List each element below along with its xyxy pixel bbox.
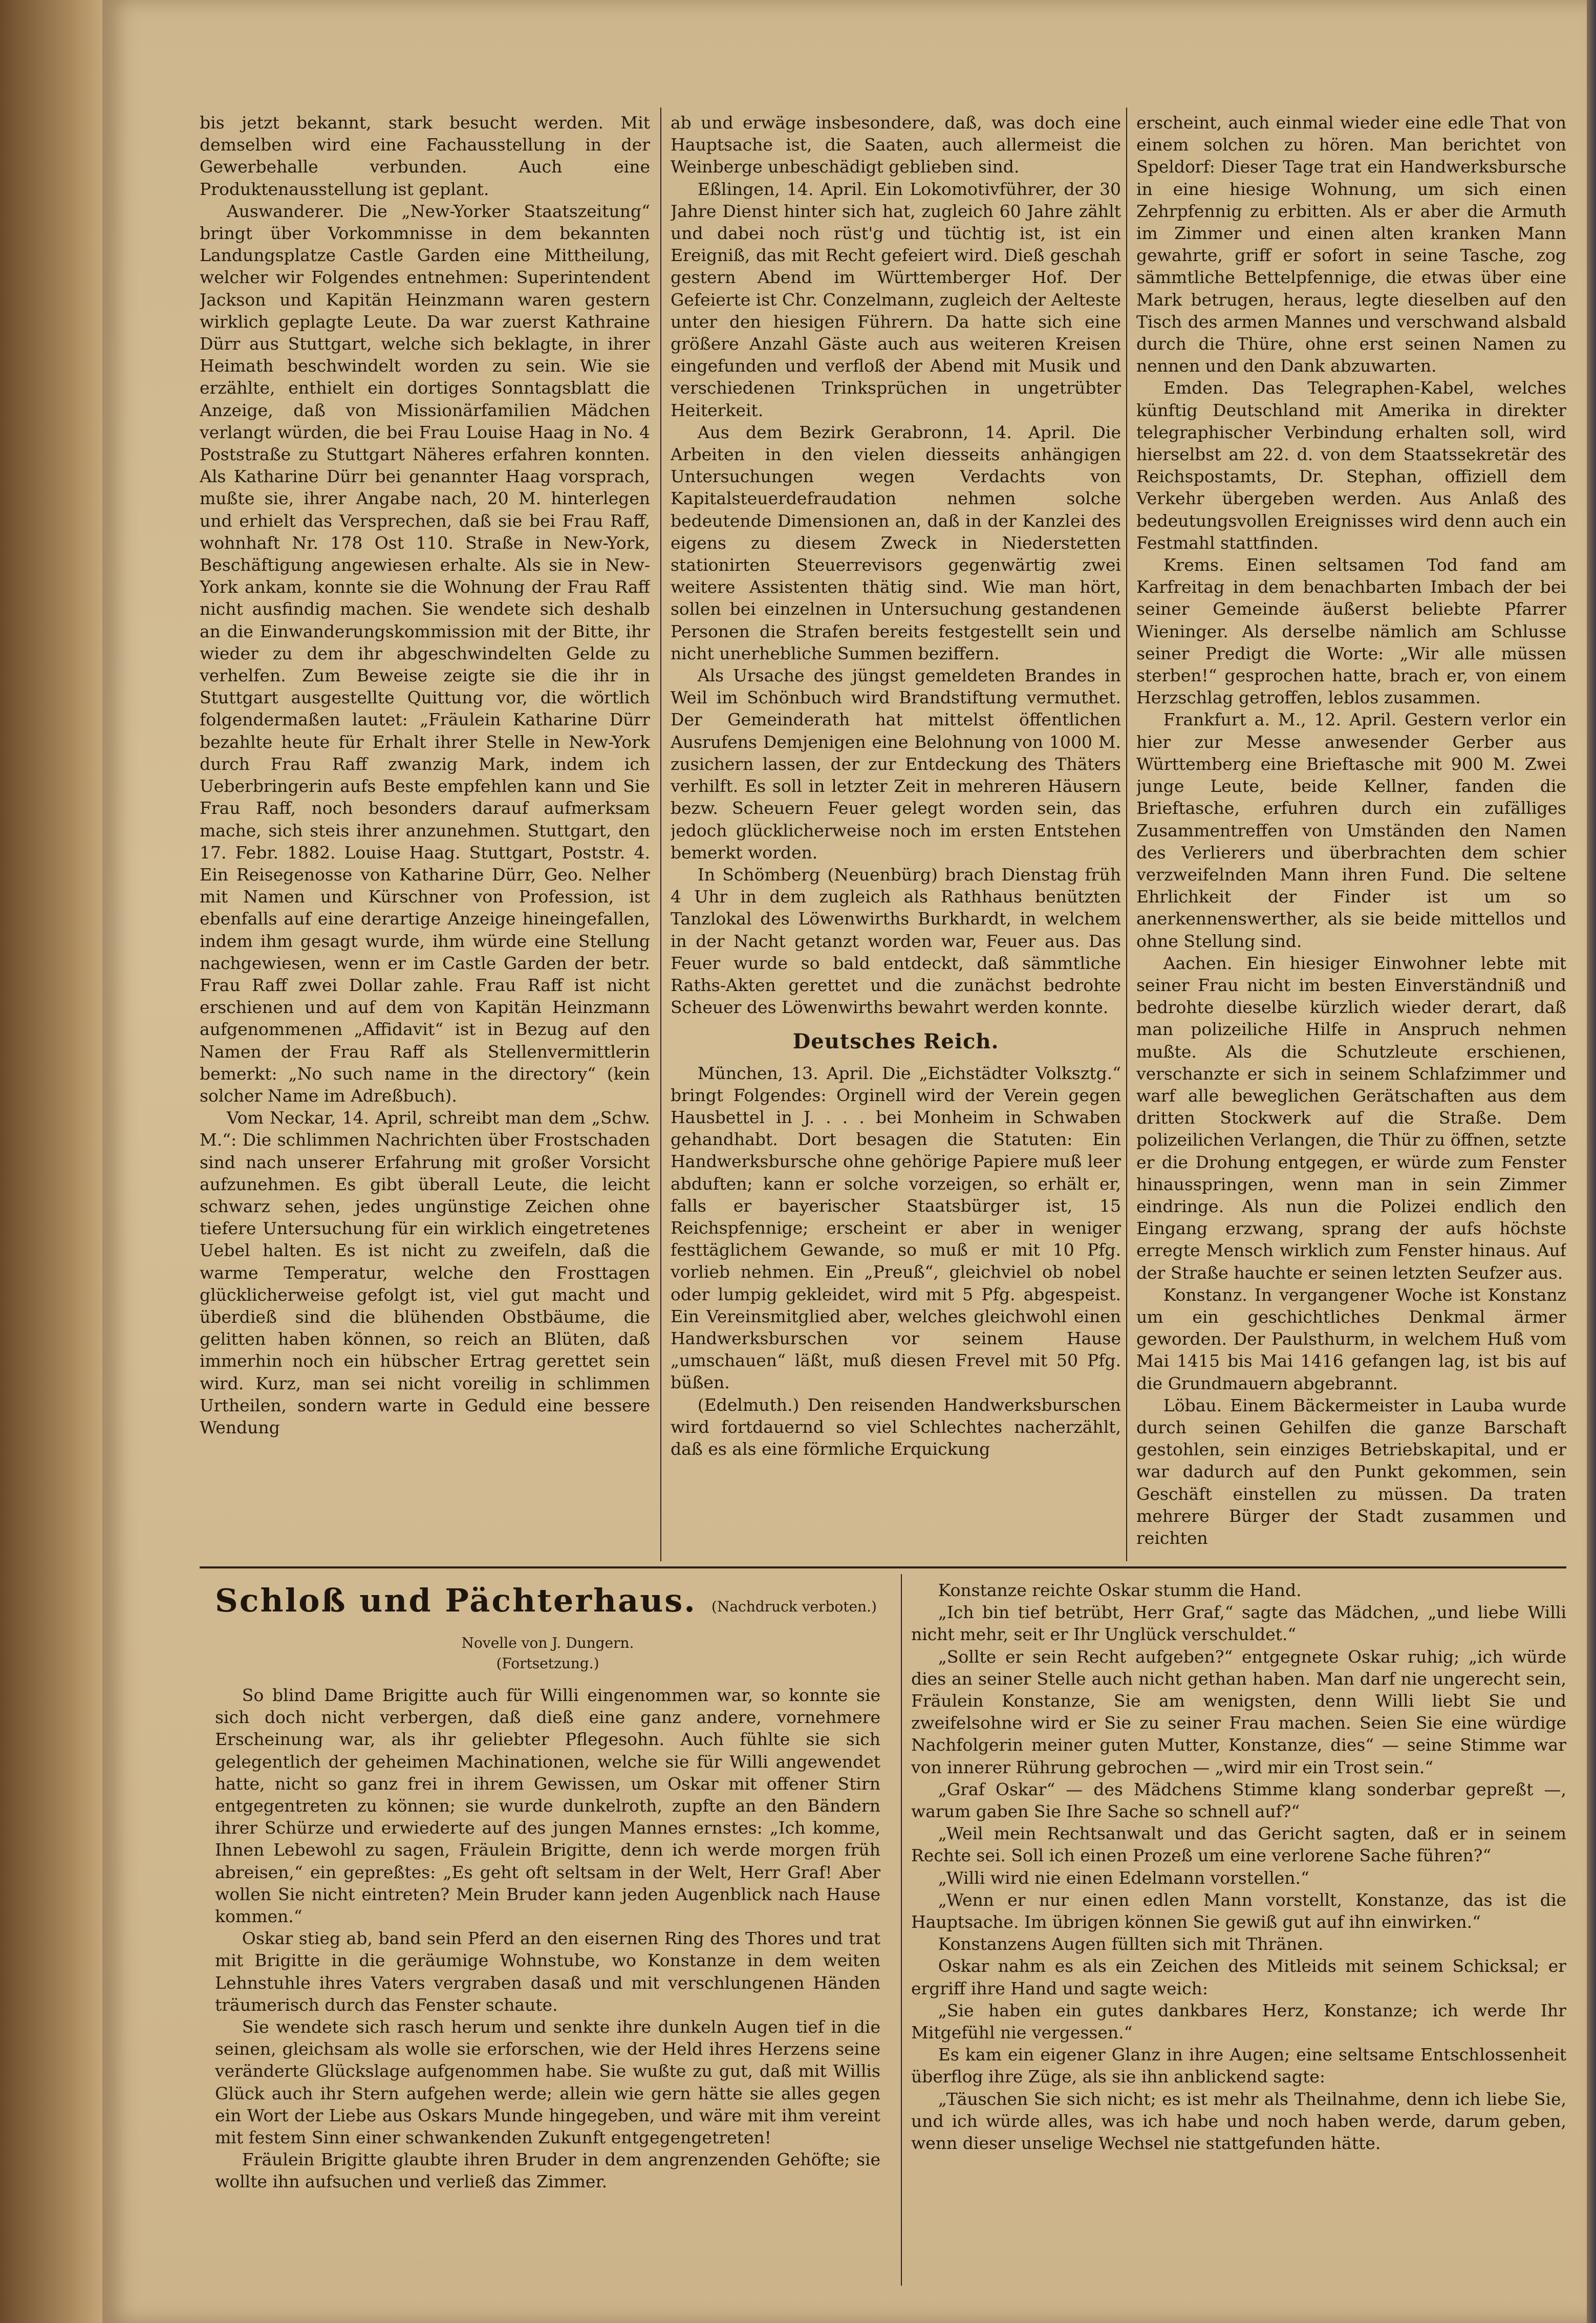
novel-byline — [215, 1633, 880, 1674]
book-binding — [0, 0, 102, 2323]
paragraph: „Sollte er sein Recht aufgeben?“ entgegnete Oskar ruhig; „ich würde dies an seiner Stelle auch nicht gethan haben. Man darf nie ungerecht sein, Fräulein Konstanze, Sie am wenigsten, denn Willi liebt Sie und zweifelsohne wird er Sie zu seiner Frau machen. Seien Sie eine würdige Nachfolgerin meiner guten Mutter, Konstanze, dies“ — seine Stimme war von innerer Rührung gebrochen — „wird mir ein Trost sein.“ — [911, 1646, 1566, 1777]
paragraph: Aus dem Bezirk Gerabronn, 14. April. Die Arbeiten in den vielen diesseits anhängigen Untersuchungen wegen Verdachts von Kapitalsteuerdefraudation nehmen solche bedeutende Dimensionen an, daß in der Kanzlei des eigens zu diesem Zweck in Niederstetten stationirten Steuerrevisors gegenwärtig zwei weitere Assistenten thätig sind. Wie man hört, sollen bei einzelnen in Untersuchung gestandenen Personen die Strafen bereits festgestellt sein und nicht unerhebliche Summen beziffern. — [671, 422, 1121, 663]
paragraph: Eßlingen, 14. April. Ein Lokomotivführer, der 30 Jahre Dienst hinter sich hat, zugleich 60 Jahre zählt und dabei noch rüst'g und tüchtig ist, ist ein Ereigniß, das mit Recht gefeiert wird. Dieß geschah gestern Abend im Württemberger Hof. Der Gefeierte ist Chr. Conzelmann, zugleich der Aelteste unter den hiesigen Führern. Da hatte sich eine größere Anzahl Gäste auch aus weiteren Kreisen eingefunden und verfloß der Abend mit Musik und verschiedenen Trinksprüchen in ungetrübter Heiterkeit. — [671, 179, 1121, 420]
paragraph: bis jetzt bekannt, stark besucht werden. Mit demselben wird eine Fachausstellung in der Gewerbehalle verbunden. Auch eine Produktenausstellung ist geplant. — [200, 113, 650, 199]
feuilleton-rule — [200, 1566, 1566, 1568]
paragraph: ab und erwäge insbesondere, daß, was doch eine Hauptsache ist, die Saaten, auch allermeist die Weinberge unbeschädigt geblieben sind. — [671, 113, 1121, 177]
paragraph: Löbau. Einem Bäckermeister in Lauba wurde durch seinen Gehilfen die ganze Barschaft gestohlen, sein einziges Betriebskapital, und er war dadurch auf den Punkt gekommen, sein Geschäft einstellen zu müssen. Da traten mehrere Bürger der Stadt zusammen und reichten — [1136, 1395, 1566, 1548]
paragraph: Emden. Das Telegraphen-Kabel, welches künftig Deutschland mit Amerika in direkter telegraphischer Verbindung erhalten soll, wird hierselbst am 22. d. von dem Staatssekretär des Reichspostamts, Dr. Stephan, offiziell dem Verkehr übergeben werden. Aus Anlaß des bedeutungsvollen Ereignisses wird denn auch ein Festmahl stattfinden. — [1136, 378, 1566, 553]
column-1 — [200, 112, 650, 1565]
paragraph: So blind Dame Brigitte auch für Willi eingenommen war, so konnte sie sich doch nicht verbergen, daß dieß eine ganz andere, vornehmere Erscheinung war, als ihr geliebter Pflegesohn. Auch fühlte sie sich gelegentlich der geheimen Machinationen, welche sie für Willi angewendet hatte, nicht so ganz frei in ihrem Gewissen, um Oskar mit offener Stirn entgegentreten zu können; sie wurde dunkelroth, zupfte an den Bändern ihrer Schürze und erwiederte auf des jungen Mannes ernstes: „Ich komme, Ihnen Lebewohl zu sagen, Fräulein Brigitte, denn ich werde morgen früh abreisen,“ ein gepreßtes: „Es geht oft seltsam in der Welt, Herr Graf! Aber wollen Sie nicht eintreten? Mein Bruder kann jeden Augenblick nach Hause kommen.“ — [215, 1685, 880, 1927]
paragraph: Konstanzens Augen füllten sich mit Thränen. — [938, 1934, 1324, 1954]
paragraph: Fräulein Brigitte glaubte ihren Bruder in dem angrenzenden Gehöfte; sie wollte ihn aufsuchen und verließ das Zimmer. — [215, 2149, 880, 2192]
column-3 — [1136, 112, 1566, 1565]
novel-continuation: (Fortsetzung.) — [496, 1655, 599, 1672]
novel-column-right — [911, 1579, 1566, 2288]
paragraph: Frankfurt a. M., 12. April. Gestern verlor ein hier zur Messe anwesender Gerber aus Württemberg eine Brieftasche mit 900 M. Zwei junge Leute, beide Kellner, fanden die Brieftasche, erfuhren durch ein zufälliges Zusammentreffen von Umständen den Namen des Verlierers und überbrachten dem schier verzweifelnden Mann ihren Fund. Die seltene Ehrlichkeit der Finder ist um so anerkennenswerther, als sie beide mittellos und ohne Stellung sind. — [1136, 709, 1566, 951]
column-rule — [1126, 107, 1127, 1561]
novel-header — [215, 1582, 880, 1619]
paragraph: In Schömberg (Neuenbürg) brach Dienstag früh 4 Uhr in dem zugleich als Rathhaus benützten Tanzlokal des Löwenwirths Burkhardt, in welchem in der Nacht getanzt worden war, Feuer aus. Das Feuer wurde so bald entdeckt, daß sämmtliche Raths-Akten gerettet und die zunächst bedrohte Scheuer des Löwenwirths bewahrt werden konnte. — [671, 864, 1121, 1018]
paragraph: Oskar stieg ab, band sein Pferd an den eisernen Ring des Thores und trat mit Brigitte in die geräumige Wohnstube, wo Konstanze in dem weiten Lehnstuhle ihres Vaters vergraben dasaß und mit verschlungenen Händen träumerisch durch das Fenster schaute. — [215, 1928, 880, 2015]
section-heading: Deutsches Reich. — [792, 1029, 999, 1054]
column-rule — [660, 107, 661, 1561]
paragraph: „Täuschen Sie sich nicht; es ist mehr als Theilnahme, denn ich liebe Sie, und ich würde alles, was ich habe und noch haben werde, darum geben, wenn dieser unselige Wechsel nie stattgefunden hätte. — [911, 2089, 1566, 2154]
paragraph: „Willi wird nie einen Edelmann vorstellen.“ — [938, 1867, 1309, 1888]
paragraph: „Sie haben ein gutes dankbares Herz, Konstanze; ich werde Ihr Mitgefühl nie vergessen.“ — [911, 2000, 1566, 2043]
paragraph: Als Ursache des jüngst gemeldeten Brandes in Weil im Schönbuch wird Brandstiftung vermuthet. Der Gemeinderath hat mittelst öffentlichen Ausrufens Demjenigen eine Belohnung von 1000 M. zusichern lassen, der zur Entdeckung des Thäters verhilft. Es soll in letzter Zeit in mehreren Häusern bezw. Scheuern Feuer gelegt worden sein, das jedoch glücklicherweise noch im ersten Entstehen bemerkt worden. — [671, 665, 1121, 863]
column-2 — [671, 112, 1121, 1565]
paragraph: Aachen. Ein hiesiger Einwohner lebte mit seiner Frau nicht im besten Einverständniß und bedrohte dieselbe kürzlich wieder derart, daß man polizeiliche Hilfe in Anspruch nehmen mußte. Als die Schutzleute erschienen, verschanzte er sich in seinem Schlafzimmer und warf alle beweglichen Gerätschaften aus dem dritten Stockwerk auf die Straße. Dem polizeilichen Verlangen, die Thür zu öffnen, setzte er die Drohung entgegen, er würde zum Fenster hinausspringen, wenn man in sein Zimmer eindringe. Als nun die Polizei endlich den Eingang erzwang, sprang der aufs höchste erregte Mensch wirklich zum Fenster hinaus. Auf der Straße hauchte er seinen letzten Seufzer aus. — [1136, 953, 1566, 1283]
paragraph: München, 13. April. Die „Eichstädter Volksztg.“ bringt Folgendes: Orginell wird der Verein gegen Hausbettel in J. . . . bei Monheim in Schwaben gehandhabt. Dort besagen die Statuten: Ein Handwerksbursche ohne gehörige Papiere muß leer abduften; kann er solche vorzeigen, so erhält er, falls er bayerischer Staatsbürger ist, 15 Reichspfennige; erscheint er aber in weniger festtäglichem Gewande, so muß er mit 10 Pfg. vorlieb nehmen. Ein „Preuß“, gleichviel ob nobel oder lumpig gekleidet, wird mit 5 Pfg. abgespeist. Ein Vereinsmitglied aber, welches gleichwohl einen Handwerksburschen vor seinem Hause „umschauen“ läßt, muß diesen Frevel mit 50 Pfg. büßen. — [671, 1063, 1121, 1393]
paragraph: Es kam ein eigener Glanz in ihre Augen; eine seltsame Entschlossenheit überflog ihre Züge, als sie ihn anblickend sagte: — [911, 2045, 1566, 2087]
paragraph: Konstanz. In vergangener Woche ist Konstanz um ein geschichtliches Denkmal ärmer geworden. Der Paulsthurm, in welchem Huß vom Mai 1415 bis Mai 1416 gefangen lag, ist bis auf die Grundmauern abgebrannt. — [1136, 1284, 1566, 1393]
paragraph: Oskar nahm es als ein Zeichen des Mitleids mit seinem Schicksal; er ergriff ihre Hand und sagte weich: — [911, 1956, 1566, 1998]
novel-author: Novelle von J. Dungern. — [461, 1634, 634, 1651]
novel-column-left — [215, 1684, 880, 2288]
reprint-note: (Nachdruck verboten.) — [711, 1598, 877, 1615]
paragraph: „Graf Oskar“ — des Mädchens Stimme klang sonderbar gepreßt —, warum gaben Sie Ihre Sache so schnell auf?“ — [911, 1779, 1566, 1822]
paragraph: „Weil mein Rechtsanwalt und das Gericht sagten, daß er in seinem Rechte sei. Soll ich einen Prozeß um eine verlorene Sache führen?“ — [911, 1823, 1566, 1866]
novel-title: Schloß und Pächterhaus. — [215, 1582, 697, 1619]
column-rule — [901, 1574, 902, 2286]
paragraph: Sie wendete sich rasch herum und senkte ihre dunkeln Augen tief in die seinen, gleichsam als wolle sie erforschen, wie der Held ihres Herzens seine veränderte Glückslage aufgenommen habe. Sie wußte zu gut, daß mit Willis Glück auch ihr Stern aufgehen werde; allein wie gern hätte sie alles gegen ein Wort der Liebe aus Oskars Munde hingegeben, und wäre mit ihm vereint mit festem Sinn einer schwankenden Zukunft entgegengetreten! — [215, 2017, 880, 2148]
paragraph: erscheint, auch einmal wieder eine edle That von einem solchen zu hören. Man berichtet von Speldorf: Dieser Tage trat ein Handwerksbursche in eine hiesige Wohnung, um sich einen Zehrpfennig zu erbitten. Als er aber die Armuth im Zimmer und einen alten kranken Mann gewahrte, griff er sofort in seine Tasche, zog sämmtliche Bettelpfennige, die etwas über eine Mark betrugen, heraus, legte dieselben auf den Tisch des armen Mannes und verschwand alsbald durch die Thüre, ohne erst seinen Namen zu nennen und den Dank abzuwarten. — [1136, 113, 1566, 376]
paragraph: Konstanze reichte Oskar stumm die Hand. — [938, 1580, 1302, 1600]
paragraph: „Wenn er nur einen edlen Mann vorstellt, Konstanze, das ist die Hauptsache. Im übrigen können Sie gewiß gut auf ihn einwirken.“ — [911, 1889, 1566, 1932]
paragraph: Vom Neckar, 14. April, schreibt man dem „Schw. M.“: Die schlimmen Nachrichten über Frostschaden sind nach unserer Erfahrung mit großer Vorsicht aufzunehmen. Es gibt überall Leute, die leicht schwarz sehen, jedes ungünstige Zeichen ohne tiefere Untersuchung für ein wirklich eingetretenes Uebel halten. Es ist nicht zu zweifeln, daß die warme Temperatur, welche den Frosttagen glücklicherweise gefolgt ist, viel gut macht und überdieß sind die blühenden Obstbäume, die gelitten haben können, so reich an Blüten, daß immerhin noch ein hübscher Ertrag gerettet sein wird. Kurz, man sei nicht voreilig in schlimmen Urtheilen, sondern warte in Geduld eine bessere Wendung — [200, 1108, 650, 1437]
paragraph: (Edelmuth.) Den reisenden Handwerksburschen wird fortdauernd so viel Schlechtes nacherzählt, daß es als eine förmliche Erquickung — [671, 1394, 1121, 1459]
paragraph: Krems. Einen seltsamen Tod fand am Karfreitag in dem benachbarten Imbach der bei seiner Gemeinde äußerst beliebte Pfarrer Wieninger. Als derselbe nämlich am Schlusse seiner Predigt die Worte: „Wir alle müssen sterben!“ gesprochen hatte, brach er, von einem Herzschlag getroffen, leblos zusammen. — [1136, 555, 1566, 708]
paragraph: „Ich bin tief betrübt, Herr Graf,“ sagte das Mädchen, „und liebe Willi nicht mehr, seit er Ihr Unglück verschuldet.“ — [911, 1602, 1566, 1645]
page-edge — [1587, 0, 1596, 2323]
paragraph: Auswanderer. Die „New-Yorker Staatszeitung“ bringt über Vorkommnisse in dem bekannten Landungsplatze Castle Garden eine Mittheilung, welcher wir Folgendes entnehmen: Superintendent Jackson und Kapitän Heinzmann waren gestern wirklich geplagte Leute. Da war zuerst Kathraine Dürr aus Stuttgart, welche sich beklagte, in ihrer Heimath beschwindelt worden zu sein. Wie sie erzählte, enthielt ein dortiges Sonntagsblatt die Anzeige, daß von Missionärfamilien Mädchen verlangt würden, die bei Frau Louise Haag in No. 4 Poststraße zu Stuttgart Näheres erfahren konnten. Als Katharine Dürr bei genannter Haag vorsprach, mußte sie, ihrer Angabe nach, 20 M. hinterlegen und erhielt das Versprechen, daß sie bei Frau Raff, wohnhaft Nr. 178 Ost 110. Straße in New-York, Beschäftigung angewiesen erhalte. Als sie in New-York ankam, konnte sie die Wohnung der Frau Raff nicht ausfindig machen. Sie wendete sich deshalb an die Einwanderungskommission mit der Bitte, ihr wieder zu dem ihr abgeschwindelten Gelde zu verhelfen. Zum Beweise zeigte sie die ihr in Stuttgart ausgestellte Quittung vor, die wörtlich folgendermaßen lautet: „Fräulein Katharine Dürr bezahlte heute für Erhalt ihrer Stelle in New-York durch Frau Raff zwanzig Mark, indem ich Ueberbringerin aufs Beste empfehlen kann und Sie Frau Raff, noch besonders darauf aufmerksam mache, sich steis ihrer anzunehmen. Stuttgart, den 17. Febr. 1882. Louise Haag. Stuttgart, Poststr. 4. Ein Reisegenosse von Katharine Dürr, Geo. Nelher mit Namen und Kürschner von Profession, ist ebenfalls auf eine derartige Anzeige hineingefallen, indem ihm gesagt wurde, ihm würde eine Stellung nachgewiesen, wenn er im Castle Garden der betr. Frau Raff zwei Dollar zahle. Frau Raff ist nicht erschienen und auf dem von Kapitän Heinzmann aufgenommenen „Affidavit“ ist in Bezug auf den Namen der Frau Raff als Stellenvermittlerin bemerkt: „No such name in the directory“ (kein solcher Name im Adreßbuch). — [200, 201, 650, 1106]
